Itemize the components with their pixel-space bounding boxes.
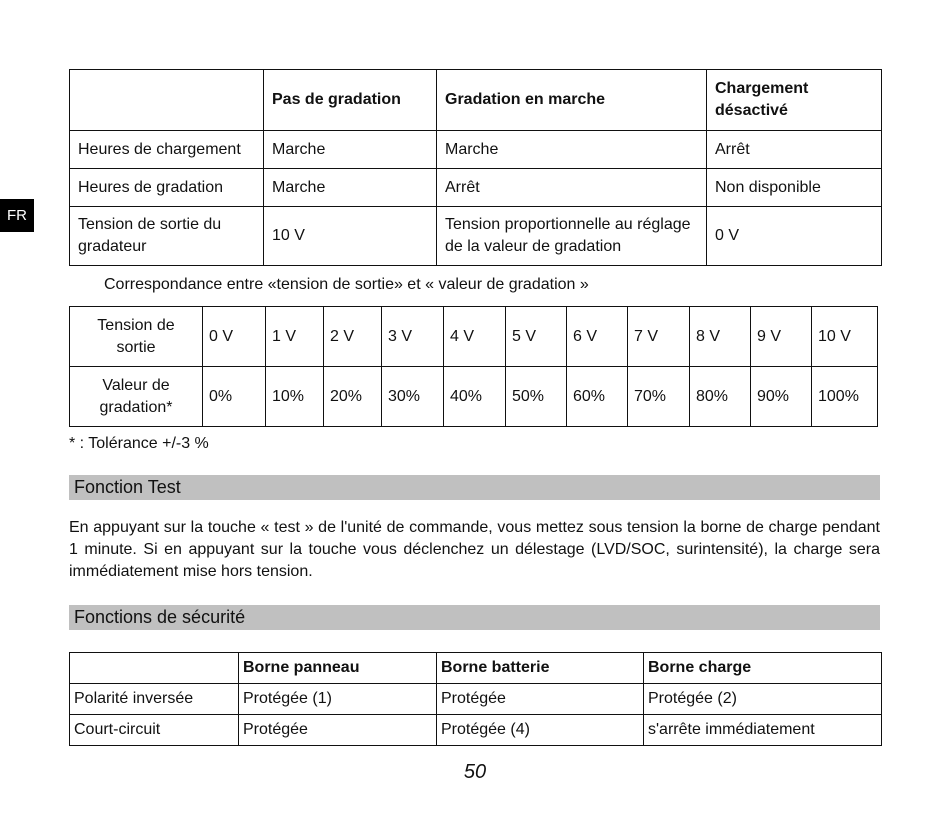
row-label: Tension de sortie [70,307,203,367]
dimming-cell: 40% [444,367,506,427]
page-number: 50 [463,761,487,783]
row-label: Tension de sortie du gradateur [70,207,264,266]
header-cell: Borne panneau [239,653,437,684]
voltage-cell: 8 V [690,307,751,367]
table-cell: Arrêt [437,169,707,207]
dimming-cell: 10% [266,367,324,427]
table-cell: Protégée [437,684,644,715]
section-heading-safety [69,605,880,630]
table-row [70,684,882,715]
table-cell: Non disponible [707,169,882,207]
dimming-cell: 90% [751,367,812,427]
table-cell: 0 V [707,207,882,266]
row-label: Court-circuit [70,715,239,746]
voltage-cell: 9 V [751,307,812,367]
language-tab: FR [0,199,34,232]
voltage-cell: 3 V [382,307,444,367]
header-cell: Borne batterie [437,653,644,684]
dimming-cell: 60% [567,367,628,427]
table-header-row [70,653,882,684]
voltage-cell: 6 V [567,307,628,367]
section-heading-test [69,475,880,500]
voltage-cell: 2 V [324,307,382,367]
voltage-dimming-table [69,306,878,427]
dimming-cell: 70% [628,367,690,427]
table-cell: Tension proportionnelle au réglage de la valeur de gradation [437,207,707,266]
table-cell: Arrêt [707,131,882,169]
section-title: Fonction Test [74,477,181,497]
header-cell: Gradation en marche [437,70,707,131]
header-cell [70,70,264,131]
dimming-cell: 100% [812,367,878,427]
row-label: Valeur de gradation* [70,367,203,427]
row-label: Heures de chargement [70,131,264,169]
section-title: Fonctions de sécurité [74,607,246,627]
table-cell: 10 V [264,207,437,266]
voltage-cell: 1 V [266,307,324,367]
safety-functions-table [69,652,882,746]
header-cell: Chargement désactivé [707,70,882,131]
header-cell: Borne charge [644,653,882,684]
charge-modes-table [69,69,882,266]
table-header-row [70,70,882,131]
table-cell: Protégée (2) [644,684,882,715]
voltage-cell: 0 V [203,307,266,367]
tolerance-note: * : Tolérance +/-3 % [69,435,209,452]
voltage-cell: 7 V [628,307,690,367]
dimming-cell: 20% [324,367,382,427]
table-caption: Correspondance entre «tension de sortie» et « valeur de gradation » [104,276,589,293]
dimming-cell: 0% [203,367,266,427]
table-row [70,207,882,266]
table-row [70,169,882,207]
table-cell: Marche [264,169,437,207]
table-cell: Marche [264,131,437,169]
table-cell: Protégée [239,715,437,746]
test-function-paragraph: En appuyant sur la touche « test » de l'unité de commande, vous mettez sous tension la borne de charge pendant 1 minute. Si en appuyant sur la touche vous déclenchez un délestage (LVD/SOC, surintensité), la charge sera immédiatement mise hors tension. [69,519,880,580]
header-cell: Pas de gradation [264,70,437,131]
dimming-cell: 30% [382,367,444,427]
table-cell: Protégée (4) [437,715,644,746]
dimming-row [70,367,878,427]
table-cell: s'arrête immédiatement [644,715,882,746]
row-label: Polarité inversée [70,684,239,715]
voltage-row [70,307,878,367]
table-row [70,715,882,746]
row-label: Heures de gradation [70,169,264,207]
dimming-cell: 80% [690,367,751,427]
voltage-cell: 4 V [444,307,506,367]
table-cell: Marche [437,131,707,169]
voltage-cell: 10 V [812,307,878,367]
table-row [70,131,882,169]
voltage-cell: 5 V [506,307,567,367]
header-cell [70,653,239,684]
dimming-cell: 50% [506,367,567,427]
table-cell: Protégée (1) [239,684,437,715]
